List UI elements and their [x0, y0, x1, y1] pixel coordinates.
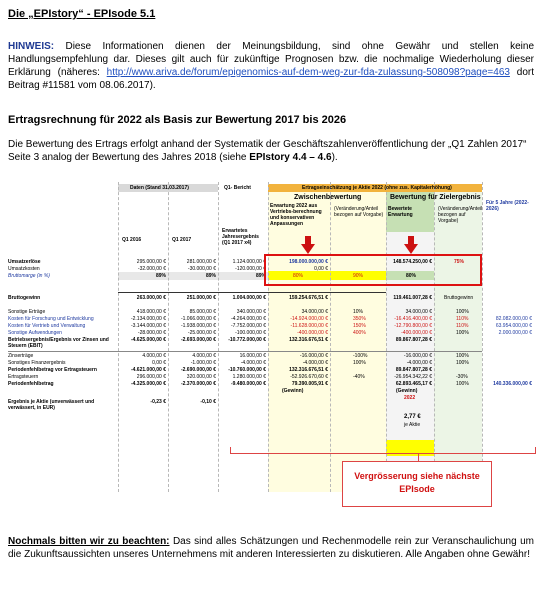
cell-fj: 82.082.000,00 €	[495, 316, 532, 322]
eps-q17: -0,10 €	[200, 399, 216, 405]
cell-erw: 1.280.000,00 €	[232, 374, 266, 380]
cell-q17: -1.066.000,00 €	[180, 316, 216, 322]
page-title: Die „EPIstory“ - EPIsode 5.1	[8, 8, 156, 20]
cell-zw: 0,00 €	[314, 266, 328, 272]
cell-q17: 320.000,00 €	[186, 374, 216, 380]
cell-q17: 4.000,00 €	[192, 353, 216, 359]
cell-q16: 418.000,00 €	[136, 309, 166, 315]
sub-bewertete: Bewertete Erwartung	[388, 206, 413, 218]
cell-erw: -120.000,00 €	[235, 266, 266, 272]
year-2022: 2022	[404, 395, 416, 401]
cell-zwp: 100%	[353, 360, 366, 366]
cell-erw: 16.000,00 €	[239, 353, 266, 359]
cell-zwp: 10%	[353, 309, 364, 315]
row-label: Bruttogewinn	[8, 295, 41, 301]
cell-q16: 89%	[155, 273, 166, 279]
col-q1-2016: Q1 2016	[122, 237, 142, 243]
cell-q16: -3.144.000,00 €	[130, 323, 166, 329]
cell-bw: -16.000,00 €	[403, 353, 432, 359]
cell-zw: -52.926.670,60 €	[290, 374, 328, 380]
cell-erw: -9.480.000,00 €	[230, 381, 266, 387]
cell-bw: -12.790.800,00 €	[394, 323, 432, 329]
cell-q17: -2.370.000,00 €	[180, 381, 216, 387]
cell-bw: 148.574.250,00 €	[393, 259, 432, 265]
row-label: Kosten für Vertrieb und Verwaltung	[8, 323, 86, 329]
cell-erw: -10.760.000,00 €	[228, 367, 266, 373]
cell-q16: 295.000,00 €	[136, 259, 166, 265]
cell-bwp: 110%	[456, 316, 469, 322]
cell-zw: 198.000.000,00 €	[289, 259, 328, 265]
cell-zw: 159.254.676,51 €	[289, 295, 328, 301]
cell-q17: 281.000,00 €	[186, 259, 216, 265]
cell-erw: -4.000,00 €	[240, 360, 266, 366]
cell-zw: 132.316.676,51 €	[289, 367, 328, 373]
row-label: Sonstige Erträge	[8, 309, 46, 315]
row-label: Sonstige Aufwendungen	[8, 330, 62, 336]
highlight-box	[264, 254, 482, 286]
cell-bwp: 100%	[456, 353, 469, 359]
arrow-down-icon	[301, 236, 315, 254]
cell-bw: 89.847.807,28 €	[395, 367, 432, 373]
header-daten: Daten (Stand 31.03.2017)	[130, 185, 189, 191]
cell-q16: -4.625.000,00 €	[130, 337, 166, 343]
cell-q16: 296.000,00 €	[136, 374, 166, 380]
row-label: Sonstiges Finanzergebnis	[8, 360, 66, 366]
eps-unit: je Aktie	[404, 422, 421, 428]
cell-zw: 34.000,00 €	[301, 309, 328, 315]
note-label: HINWEIS:	[8, 41, 55, 52]
note-tail: dort Beitrag #11581 vom 08.06.2017).	[8, 67, 534, 91]
cell-q16: -4.621.000,00 €	[130, 367, 166, 373]
cell-zw: -11.628.000,00 €	[290, 323, 328, 329]
cell-q17: 89%	[205, 273, 216, 279]
cell-bw: -400.000,00 €	[401, 330, 432, 336]
header-5jahre: Für 5 Jahre (2022-2026)	[486, 200, 529, 212]
cell-fj: 2.000.000,00 €	[498, 330, 532, 336]
cell-erw: -100.000,00 €	[235, 330, 266, 336]
cell-bwp: 100%	[456, 309, 469, 315]
cell-zw: 80%	[293, 273, 304, 279]
cell-bw: 89.867.807,28 €	[395, 337, 432, 343]
cell-zwp: -40%	[353, 374, 365, 380]
cell-zw: -4.000,00 €	[302, 360, 328, 366]
cell-q17: -25.000,00 €	[187, 330, 216, 336]
row-label: Umsatzerlöse	[8, 259, 41, 265]
footer-disclaimer	[8, 535, 534, 561]
cell-bw: -4.000,00 €	[406, 360, 432, 366]
callout-stem	[418, 453, 419, 461]
section-description	[8, 138, 534, 164]
note-text: Diese Informationen dienen der Meinungsbildung, sind ohne Gewähr und stellen keine Handlungsempfehlung dar. Dieses gilt auch für zukünftige Prognosen bzw. die nochmalige Wiederholung dieser Erklärung (näheres:	[8, 41, 534, 78]
cell-q17: -30.000,00 €	[187, 266, 216, 272]
sub-veraend-2: (Veränderung/Anteil bezogen auf Vorgabe)	[438, 206, 483, 224]
cell-q17: -2.693.000,00 €	[180, 337, 216, 343]
cell-q17: -1.938.000,00 €	[180, 323, 216, 329]
gewinn-zwischen: (Gewinn)	[282, 388, 304, 394]
row-label: Zinserträge	[8, 353, 34, 359]
header-zwischen: Zwischenbewertung	[294, 194, 362, 201]
cell-zw: -400.000,00 €	[297, 330, 328, 336]
section-heading: Ertragsrechnung für 2022 als Basis zur Bewertung 2017 bis 2026	[8, 114, 347, 126]
cell-erw: 340.000,00 €	[236, 309, 266, 315]
col-q1-2017: Q1 2017	[172, 237, 192, 243]
cell-zw: 79.390.005,91 €	[291, 381, 328, 387]
cell-fj: 63.954.000,00 €	[495, 323, 532, 329]
sub-veraend-1: (Veränderung/Anteil bezogen auf Vorgabe)	[334, 206, 384, 218]
cell-fj: 140.336.000,00 €	[493, 381, 532, 387]
cell-bw: 119.461.007,28 €	[393, 295, 432, 301]
cell-bwp: 75%	[454, 259, 465, 265]
header-q1-bericht: Q1- Bericht	[224, 185, 251, 191]
cell-bwp: -30%	[456, 374, 468, 380]
cell-bwp: Bruttogewinn	[444, 295, 474, 301]
eps-value: 2,77 €	[404, 414, 421, 420]
cell-zwp: -100%	[353, 353, 368, 359]
cell-bwp: 100%	[456, 360, 469, 366]
cell-zwp: 350%	[353, 316, 366, 322]
cell-bw: 34.000,00 €	[405, 309, 432, 315]
row-label: Bruttomarge (in %)	[8, 273, 50, 279]
cell-q16: -32.000,00 €	[137, 266, 166, 272]
cell-bw: 80%	[406, 273, 417, 279]
eps-q16: -0,23 €	[150, 399, 166, 405]
eps-label: Ergebnis je Aktie (unverwässert und verwässert, in EUR)	[8, 399, 95, 411]
forum-link[interactable]: http://www.ariva.de/forum/epigenomics-auf-dem-weg-zur-fda-zulassung-508098?page=463	[106, 67, 510, 78]
cell-bw: -16.416.400,00 €	[394, 316, 432, 322]
cell-zw: -14.924.000,00 €	[290, 316, 328, 322]
cell-erw: 89%	[255, 273, 266, 279]
row-label: Periodenfehlbetrag	[8, 381, 54, 387]
cell-erw: 1.004.000,00 €	[232, 295, 266, 301]
gewinn-ziel: (Gewinn)	[396, 388, 418, 394]
header-banner: Ertragseinschätzung je Aktie 2022 (ohne zus. Kapitalerhöhung)	[302, 185, 452, 191]
cell-erw: -4.264.000,00 €	[230, 316, 266, 322]
cell-zw: -16.000,00 €	[299, 353, 328, 359]
cell-bwp: 100%	[456, 381, 469, 387]
col-erwartet: Erwartetes Jahresergebnis (Q1 2017 x4)	[222, 228, 259, 246]
cell-q17: -2.690.000,00 €	[180, 367, 216, 373]
cell-zwp: 400%	[353, 330, 366, 336]
description-tail: ).	[331, 152, 338, 163]
description-bold: EPIstory 4.4 – 4.6	[249, 152, 332, 163]
cell-zwp: 90%	[353, 273, 364, 279]
row-label: Umsatzkosten	[8, 266, 40, 272]
row-label: Betriebsergebnis/Ergebnis vor Zinsen und Steuern (EBIT)	[8, 337, 109, 349]
cell-bw: 62.893.465,17 €	[395, 381, 432, 387]
cell-erw: 1.124.000,00 €	[232, 259, 266, 265]
footer-label: Nochmals bitten wir zu beachten:	[8, 536, 170, 547]
row-label: Periodenfehlbetrag vor Ertragsteuern	[8, 367, 97, 373]
cell-q16: 0,00 €	[152, 360, 166, 366]
arrow-down-icon	[404, 236, 418, 254]
header-ziel: Bewertung für Zielergebnis	[390, 194, 481, 201]
cell-zwp: 150%	[353, 323, 366, 329]
row-label: Ertragsteuern	[8, 374, 39, 380]
cell-q17: -1.000,00 €	[190, 360, 216, 366]
cell-erw: -10.772.000,00 €	[228, 337, 266, 343]
cell-bw: -26.954.342,22 €	[394, 374, 432, 380]
disclaimer-note	[8, 40, 534, 92]
cell-erw: -7.752.000,00 €	[230, 323, 266, 329]
cell-zw: 132.316.676,51 €	[289, 337, 328, 343]
cell-bwp: 110%	[456, 323, 469, 329]
callout-box: Vergrösserung siehe nächste EPIsode	[342, 461, 492, 507]
cell-q17: 251.000,00 €	[186, 295, 216, 301]
footer-text: Das sind alles Schätzungen und Rechenmodelle rein zur Veranschaulichung um die Zukunftsaussichten unseres Unternehmens mit anderen Interessierten zu diskutieren. Alle Angaben ohne Gewähr!	[8, 536, 534, 560]
sub-erwartung: Erwartung 2022 aus Vertriebs-berechnung und konservativen Anpassungen	[270, 203, 322, 227]
cell-q16: 263.000,00 €	[136, 295, 166, 301]
cell-q16: 4.000,00 €	[142, 353, 166, 359]
cell-q16: -28.000,00 €	[137, 330, 166, 336]
cell-q16: -4.325.000,00 €	[130, 381, 166, 387]
cell-bwp: 100%	[456, 330, 469, 336]
cell-q17: 85.000,00 €	[189, 309, 216, 315]
description-text: Die Bewertung des Ertrags erfolgt anhand der Systematik der Geschäftszahlenveröffentlichung der „Q1 Zahlen 2017“ Seite 3 analog der Bewertung des Jahres 2018 (siehe	[8, 139, 527, 163]
row-label: Kosten für Forschung und Entwicklung	[8, 316, 94, 322]
cell-q16: -2.134.000,00 €	[130, 316, 166, 322]
callout-connector	[230, 447, 536, 454]
